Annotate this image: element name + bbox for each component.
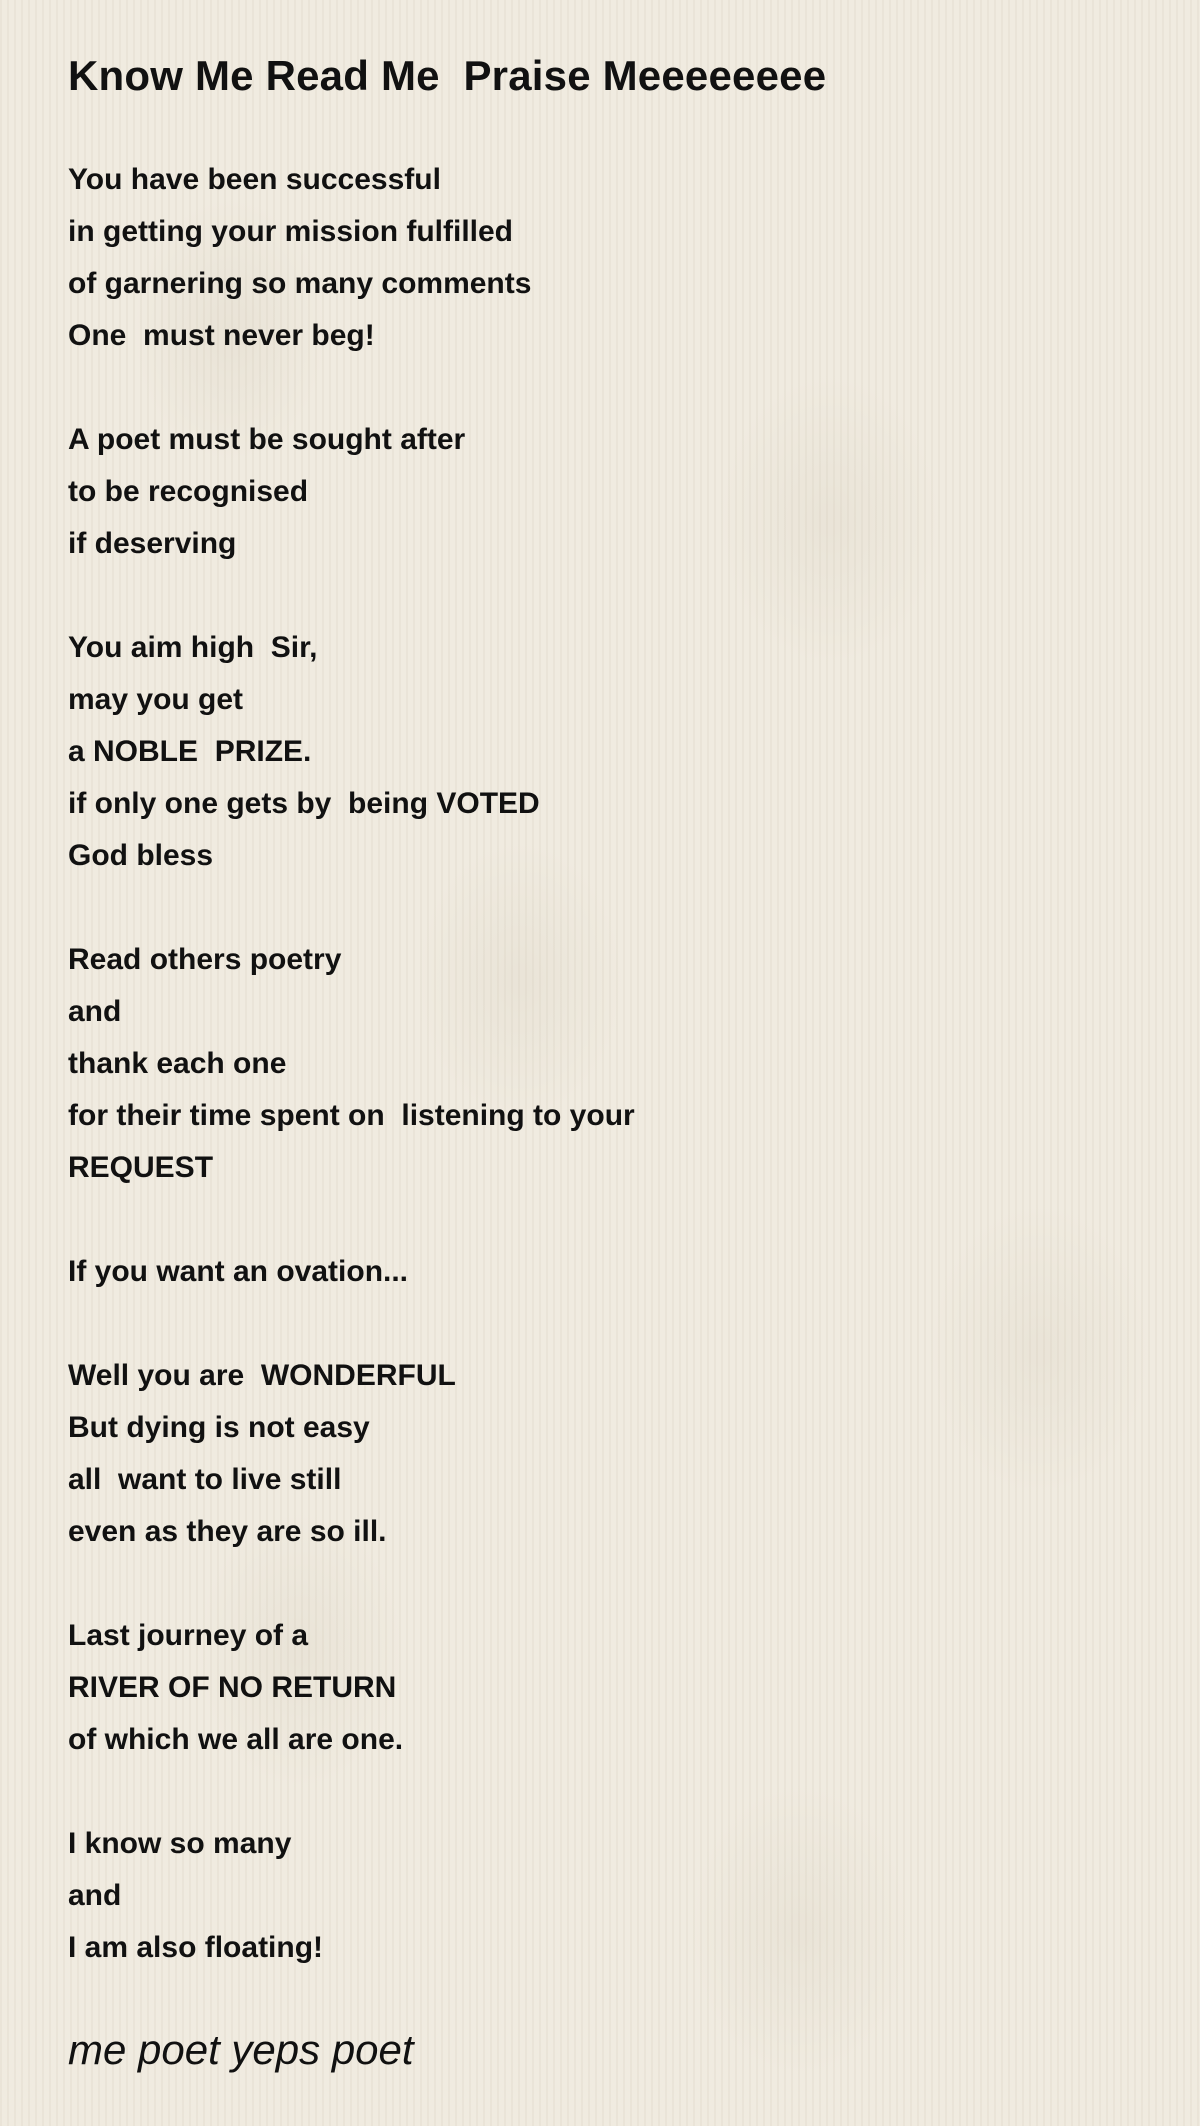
poem-line: for their time spent on listening to your — [68, 1099, 635, 1132]
stanza-3 — [68, 622, 1148, 882]
poem-line: You have been successful — [68, 163, 441, 196]
poem-line: even as they are so ill. — [68, 1515, 387, 1548]
poem-line: if deserving — [68, 527, 237, 560]
poem-line: Last journey of a — [68, 1619, 309, 1652]
poem-line: if only one gets by being VOTED — [68, 787, 540, 820]
poem-line: a NOBLE PRIZE. — [68, 735, 312, 768]
stanza-6 — [68, 1350, 1148, 1558]
poem-line: But dying is not easy — [68, 1411, 370, 1444]
poem-line: A poet must be sought after — [68, 423, 466, 456]
poem-line: all want to live still — [68, 1463, 342, 1496]
poem-line: RIVER OF NO RETURN — [68, 1671, 397, 1704]
stanza-4 — [68, 934, 1148, 1194]
poem-line: Read others poetry — [68, 943, 342, 976]
poem-line: I am also floating! — [68, 1931, 324, 1964]
poem-line: You aim high Sir, — [68, 631, 318, 664]
stanza-8 — [68, 1818, 1148, 1974]
poem-body — [68, 154, 1148, 1974]
poem-line: may you get — [68, 683, 244, 716]
poem-line: and — [68, 1879, 122, 1912]
stanza-1 — [68, 154, 1148, 362]
poem-line: Well you are WONDERFUL — [68, 1359, 456, 1392]
author-name: me poet yeps poet — [68, 2026, 414, 2073]
poem-line: of garnering so many comments — [68, 267, 532, 300]
poem-line: of which we all are one. — [68, 1723, 404, 1756]
stanza-7 — [68, 1610, 1148, 1766]
poem-title: Know Me Read Me Praise Meeeeeeee — [68, 52, 827, 99]
stanza-5 — [68, 1246, 1148, 1298]
poem-line: If you want an ovation... — [68, 1255, 409, 1288]
poem-line: REQUEST — [68, 1151, 214, 1184]
stanza-2 — [68, 414, 1148, 570]
poem-line: I know so many — [68, 1827, 292, 1860]
poem-line: to be recognised — [68, 475, 309, 508]
poem-card — [68, 46, 1148, 2026]
poem-line: thank each one — [68, 1047, 287, 1080]
poem-line: in getting your mission fulfilled — [68, 215, 514, 248]
poem-line: God bless — [68, 839, 214, 872]
poem-line: One must never beg! — [68, 319, 375, 352]
poem-line: and — [68, 995, 122, 1028]
